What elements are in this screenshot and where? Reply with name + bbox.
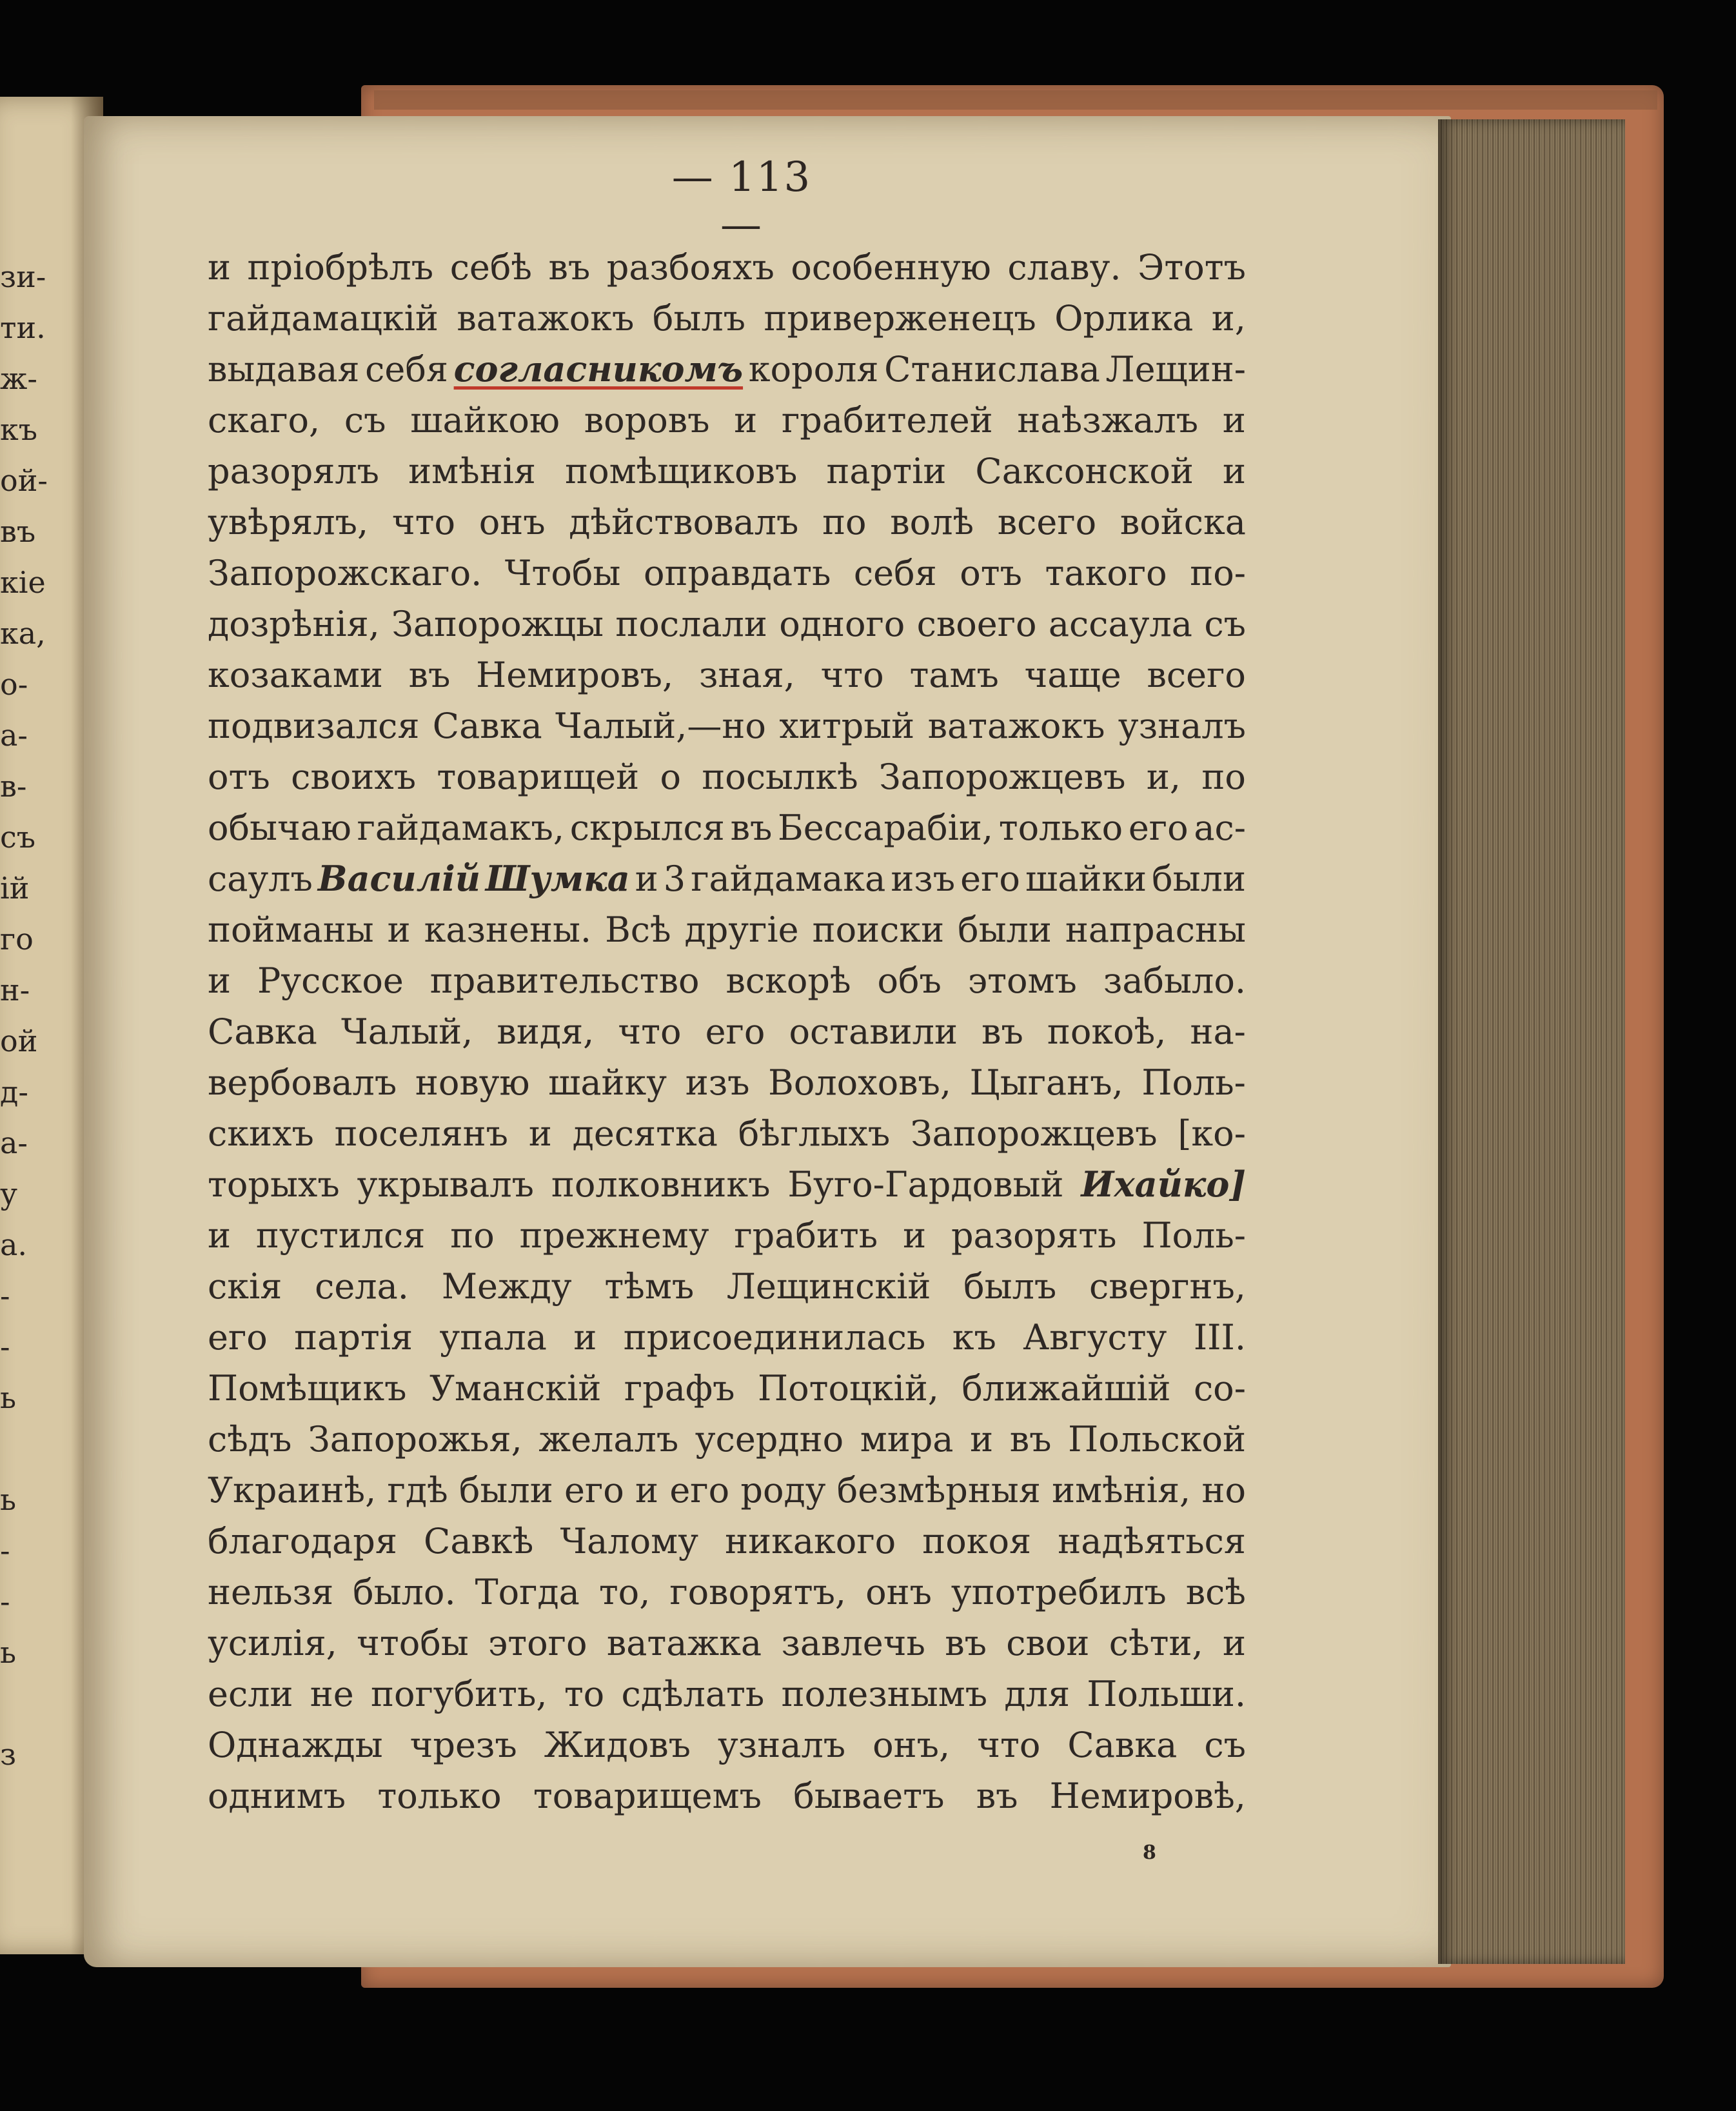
- word: только: [998, 808, 1123, 848]
- word: Запорожскаго.: [208, 553, 482, 593]
- word: Однажды: [208, 1725, 383, 1765]
- word: погубить,: [371, 1674, 547, 1714]
- left-fragment: ти.: [0, 310, 46, 345]
- word: мира: [860, 1419, 954, 1460]
- word: дѣйствовалъ: [569, 502, 799, 542]
- word: и: [970, 1419, 994, 1460]
- word: сѣдъ: [208, 1419, 292, 1460]
- word: дозрѣнія,: [208, 604, 380, 644]
- word: всѣ: [1185, 1572, 1246, 1612]
- word: бѣглыхъ: [738, 1113, 891, 1154]
- word: казнены.: [424, 909, 592, 950]
- word: сѣти,: [1109, 1623, 1203, 1663]
- word: пріобрѣлъ: [247, 247, 434, 288]
- word: Запорожья,: [308, 1419, 522, 1460]
- word: своего: [916, 604, 1037, 644]
- word: что: [618, 1011, 682, 1052]
- word: безмѣрныя: [836, 1470, 1041, 1511]
- text-line: [208, 1108, 1246, 1159]
- left-fragment: а-: [0, 1125, 28, 1160]
- word: себя: [853, 553, 937, 593]
- word: Польской: [1068, 1419, 1246, 1460]
- word: не: [310, 1674, 354, 1714]
- page-number-header: — 113 —: [671, 154, 812, 249]
- word: покоя: [922, 1521, 1032, 1561]
- word: Помѣщикъ: [208, 1368, 407, 1409]
- word: Тогда: [475, 1572, 580, 1612]
- word: Лещинскій: [726, 1266, 931, 1307]
- italic-name: Шумка: [486, 858, 630, 899]
- word: по: [822, 502, 867, 542]
- word: пойманы: [208, 909, 374, 950]
- left-fragment: у: [0, 1176, 18, 1211]
- text-line: [208, 395, 1246, 446]
- page-body-text: [208, 242, 1246, 1821]
- cover-top-strip: [374, 90, 1657, 110]
- word: увѣрялъ,: [208, 502, 369, 542]
- word: помѣщиковъ: [565, 451, 798, 491]
- word: Савкѣ: [424, 1521, 534, 1561]
- word: посылкѣ: [702, 757, 858, 797]
- word: волѣ: [890, 502, 974, 542]
- word: этомъ: [967, 960, 1077, 1001]
- word: узналъ: [718, 1725, 846, 1765]
- word: и: [1222, 1623, 1246, 1663]
- signature-mark: 8: [1143, 1841, 1156, 1864]
- word: короля: [748, 349, 879, 390]
- word: по: [450, 1215, 495, 1256]
- text-line: [208, 802, 1246, 853]
- word: и: [1222, 400, 1246, 441]
- text-line: [208, 1465, 1246, 1516]
- word: другіе: [684, 909, 799, 950]
- underlined-word: соглaсникомъ: [453, 348, 744, 390]
- word: себя: [365, 349, 448, 390]
- word: выдавая: [208, 349, 360, 390]
- word: усилія,: [208, 1623, 337, 1663]
- word: въ: [976, 1776, 1018, 1816]
- left-fragment: ій: [0, 871, 30, 906]
- word: гдѣ: [387, 1470, 448, 1511]
- word: Саксонской: [975, 451, 1194, 491]
- word: Всѣ: [605, 909, 671, 950]
- word: своихъ: [291, 757, 417, 797]
- word: себѣ: [449, 247, 532, 288]
- word: было.: [353, 1572, 456, 1612]
- text-line: [208, 599, 1246, 649]
- word: Между: [441, 1266, 572, 1307]
- left-fragment: [0, 1678, 71, 1729]
- word: поселянъ: [334, 1113, 509, 1154]
- word: и: [635, 1470, 659, 1511]
- text-line: [208, 1363, 1246, 1414]
- left-fragment: съ: [0, 820, 36, 855]
- word: только: [377, 1776, 502, 1816]
- word: зная,: [698, 655, 795, 695]
- word: его: [669, 1470, 730, 1511]
- word: партія: [294, 1317, 413, 1358]
- text-line: [208, 1770, 1246, 1821]
- word: Волоховъ,: [768, 1062, 952, 1103]
- word: желалъ: [538, 1419, 679, 1460]
- word: скихъ: [208, 1113, 314, 1154]
- word: по-: [1190, 553, 1246, 593]
- word: усердно: [695, 1419, 844, 1460]
- word: Савка: [432, 706, 542, 746]
- word: Лещин-: [1105, 349, 1246, 390]
- word: всего: [1147, 655, 1246, 695]
- text-line: [208, 904, 1246, 955]
- word: упала: [439, 1317, 547, 1358]
- word: Буго-Гардовый: [787, 1164, 1064, 1205]
- word: десятка: [572, 1113, 718, 1154]
- word: онъ: [478, 502, 546, 542]
- word: имѣнія,: [1052, 1470, 1191, 1511]
- word: напрасны: [1065, 909, 1246, 950]
- text-line: [208, 751, 1246, 802]
- word: Запорожцы: [391, 604, 604, 644]
- word: обычаю: [208, 808, 351, 848]
- word: Потоцкій,: [758, 1368, 939, 1409]
- word: онъ: [865, 1572, 932, 1612]
- word: поиски: [812, 909, 945, 950]
- word: Станислава: [884, 349, 1100, 390]
- word: были: [958, 909, 1052, 950]
- word: одного: [779, 604, 905, 644]
- page-fore-edge: [1438, 119, 1625, 1964]
- word: къ: [952, 1317, 996, 1358]
- word: нельзя: [208, 1572, 334, 1612]
- word: грабителей: [782, 400, 993, 441]
- word: въ: [730, 808, 773, 848]
- left-fragment: а.: [0, 1227, 28, 1262]
- word: ватажка: [606, 1623, 762, 1663]
- word: и: [1223, 451, 1246, 491]
- word: Чалый,: [340, 1011, 473, 1052]
- word: полезнымъ: [781, 1674, 988, 1714]
- word: Поль-: [1141, 1215, 1246, 1256]
- left-fragment: ка,: [0, 616, 46, 651]
- word: новую: [415, 1062, 530, 1103]
- word: наѣзжалъ: [1017, 400, 1199, 441]
- italic-name: Василій: [317, 858, 480, 899]
- word: и,: [1146, 757, 1181, 797]
- word: имѣнія: [408, 451, 536, 491]
- word: ватажокъ: [457, 298, 635, 339]
- text-line: [208, 446, 1246, 497]
- word: ватажокъ: [927, 706, 1105, 746]
- word: видя,: [497, 1011, 595, 1052]
- word: и: [528, 1113, 552, 1154]
- word: Немировѣ,: [1049, 1776, 1246, 1816]
- word: забыло.: [1103, 960, 1246, 1001]
- word: всего: [997, 502, 1097, 542]
- word: были: [1152, 858, 1246, 899]
- left-fragment: -: [0, 1533, 10, 1568]
- word: Этотъ: [1138, 247, 1246, 288]
- word: хитрый: [779, 706, 915, 746]
- text-line: [208, 649, 1246, 700]
- word: тѣмъ: [604, 1266, 695, 1307]
- left-fragment: въ: [0, 514, 36, 549]
- word: отъ: [960, 553, 1022, 593]
- word: Цыганъ,: [969, 1062, 1123, 1103]
- word: роду: [740, 1470, 826, 1511]
- word: Савка: [208, 1011, 317, 1052]
- word: по: [1201, 757, 1246, 797]
- italic-name: Ихайко]: [1081, 1164, 1246, 1205]
- word: пустился: [255, 1215, 426, 1256]
- word: скаго,: [208, 400, 321, 441]
- word: сдѣлать: [621, 1674, 765, 1714]
- text-line: [208, 1414, 1246, 1465]
- word: оправдать: [643, 553, 831, 593]
- word: завлечь: [781, 1623, 925, 1663]
- word: Русское: [257, 960, 404, 1001]
- word: отъ: [208, 757, 270, 797]
- word: Запорожцевъ: [879, 757, 1126, 797]
- word: Чалому: [560, 1521, 698, 1561]
- word: и: [208, 960, 231, 1001]
- word: вербовалъ: [208, 1062, 397, 1103]
- text-line: [208, 344, 1246, 395]
- word: ас-: [1194, 808, 1246, 848]
- word: чрезъ: [409, 1725, 517, 1765]
- word: благодаря: [208, 1521, 397, 1561]
- left-fragment: ой-: [0, 463, 48, 498]
- text-line: [208, 1057, 1246, 1108]
- word: [ко-: [1178, 1113, 1246, 1154]
- text-line: [208, 242, 1246, 293]
- word: и: [635, 858, 658, 899]
- left-fragment: ь: [0, 1482, 17, 1517]
- text-line: [208, 1516, 1246, 1567]
- word: что: [977, 1725, 1041, 1765]
- left-fragment: ой: [0, 1024, 38, 1058]
- word: ближайшій: [962, 1368, 1171, 1409]
- word: и: [734, 400, 758, 441]
- word: полковникъ: [551, 1164, 771, 1205]
- left-fragment: го: [0, 922, 34, 956]
- word: разорять: [951, 1215, 1117, 1256]
- word: то: [564, 1674, 605, 1714]
- word: Чалый,—но: [555, 706, 766, 746]
- text-line: [208, 548, 1246, 599]
- text-line: [208, 1618, 1246, 1669]
- word: и: [208, 247, 231, 288]
- word: и: [387, 909, 411, 950]
- word: но: [1201, 1470, 1246, 1511]
- word: Савка: [1067, 1725, 1178, 1765]
- word: покоѣ,: [1047, 1011, 1167, 1052]
- text-line: [208, 1006, 1246, 1057]
- word: приверженецъ: [764, 298, 1036, 339]
- left-fragment: ь: [0, 1635, 17, 1670]
- text-line: [208, 955, 1246, 1006]
- word: славу.: [1007, 247, 1121, 288]
- word: чаще: [1024, 655, 1121, 695]
- word: что: [820, 655, 884, 695]
- word: въ: [548, 247, 591, 288]
- word: тамъ: [909, 655, 999, 695]
- left-fragment: а-: [0, 718, 28, 753]
- word: съ: [1204, 604, 1246, 644]
- word: партіи: [826, 451, 947, 491]
- left-fragment: о-: [0, 667, 28, 702]
- word: говорятъ,: [669, 1572, 847, 1612]
- word: были: [459, 1470, 553, 1511]
- word: и: [573, 1317, 597, 1358]
- word: и: [208, 1215, 231, 1256]
- word: III.: [1193, 1317, 1246, 1358]
- word: скія: [208, 1266, 282, 1307]
- word: его: [564, 1470, 624, 1511]
- word: гайдамака: [691, 858, 886, 899]
- word: чтобы: [357, 1623, 469, 1663]
- text-line: [208, 293, 1246, 344]
- word: узналъ: [1118, 706, 1246, 746]
- word: объ: [877, 960, 942, 1001]
- word: гайдамакъ,: [357, 808, 565, 848]
- word: въ: [1009, 1419, 1052, 1460]
- text-line: [208, 700, 1246, 751]
- word: саулъ: [208, 858, 313, 899]
- word: оставили: [789, 1011, 958, 1052]
- text-line: [208, 1159, 1246, 1210]
- word: шайкою: [410, 400, 560, 441]
- text-line: [208, 853, 1246, 904]
- word: изъ: [891, 858, 956, 899]
- word: въ: [945, 1623, 987, 1663]
- word: торыхъ: [208, 1164, 340, 1205]
- word: присоединилась: [623, 1317, 926, 1358]
- left-fragment: -: [0, 1584, 10, 1619]
- left-fragment: в-: [0, 769, 27, 804]
- word: ассаула: [1048, 604, 1192, 644]
- word: Орлика: [1054, 298, 1194, 339]
- word: шайку: [548, 1062, 667, 1103]
- left-fragment: кіе: [0, 565, 46, 600]
- word: его: [705, 1011, 765, 1052]
- left-fragment: -: [0, 1278, 10, 1313]
- word: подвизался: [208, 706, 420, 746]
- left-fragment: зи-: [0, 259, 46, 294]
- word: такого: [1045, 553, 1167, 593]
- left-fragment: къ: [0, 412, 38, 447]
- word: Уманскій: [429, 1368, 602, 1409]
- word: и: [903, 1215, 927, 1256]
- word: его: [1128, 808, 1189, 848]
- word: свергнъ,: [1089, 1266, 1246, 1307]
- text-line: [208, 1567, 1246, 1618]
- word: войска: [1120, 502, 1246, 542]
- word: никакого: [725, 1521, 896, 1561]
- word: что: [391, 502, 455, 542]
- word: въ: [981, 1011, 1023, 1052]
- word: былъ: [963, 1266, 1057, 1307]
- word: однимъ: [208, 1776, 346, 1816]
- word: этого: [488, 1623, 587, 1663]
- word: товарищемъ: [533, 1776, 762, 1816]
- text-line: [208, 1312, 1246, 1363]
- word: о: [660, 757, 681, 797]
- word: Чтобы: [504, 553, 621, 593]
- word: вскорѣ: [725, 960, 851, 1001]
- word: гайдамацкій: [208, 298, 439, 339]
- word: села.: [315, 1266, 409, 1307]
- word: грабить: [734, 1215, 878, 1256]
- word: Поль-: [1141, 1062, 1246, 1103]
- word: шайки: [1025, 858, 1147, 899]
- word: надѣяться: [1058, 1521, 1246, 1561]
- word: въ: [408, 655, 451, 695]
- word: скрылся: [569, 808, 725, 848]
- text-line: [208, 497, 1246, 548]
- word: козаками: [208, 655, 383, 695]
- left-fragment: ь: [0, 1380, 17, 1415]
- word: Августу: [1023, 1317, 1167, 1358]
- left-fragment: ж-: [0, 361, 37, 396]
- word: его: [960, 858, 1020, 899]
- word: Украинѣ,: [208, 1470, 377, 1511]
- word: если: [208, 1674, 293, 1714]
- left-fragment: н-: [0, 973, 30, 1007]
- word: особенную: [791, 247, 991, 288]
- word: воровъ: [584, 400, 710, 441]
- word: изъ: [685, 1062, 750, 1103]
- word: то,: [598, 1572, 651, 1612]
- word: Бессарабіи,: [778, 808, 994, 848]
- word: товарищей: [437, 757, 640, 797]
- word: съ: [1204, 1725, 1246, 1765]
- word: Запорожцевъ: [911, 1113, 1158, 1154]
- word: его: [208, 1317, 268, 1358]
- word: употребилъ: [951, 1572, 1167, 1612]
- word: Жидовъ: [544, 1725, 691, 1765]
- word: былъ: [652, 298, 746, 339]
- left-fragment: з: [0, 1737, 17, 1772]
- word: графъ: [624, 1368, 735, 1409]
- word: 3: [663, 858, 686, 899]
- word: со-: [1193, 1368, 1246, 1409]
- left-fragment: [0, 1423, 71, 1474]
- word: разорялъ: [208, 451, 380, 491]
- left-fragment: д-: [0, 1075, 28, 1109]
- word: онъ,: [873, 1725, 951, 1765]
- word: съ: [344, 400, 386, 441]
- word: Польши.: [1087, 1674, 1246, 1714]
- word: послали: [615, 604, 767, 644]
- word: прежнему: [519, 1215, 709, 1256]
- text-line: [208, 1720, 1246, 1770]
- word: правительство: [429, 960, 700, 1001]
- left-page-text-fragments: [0, 252, 71, 1780]
- word: и,: [1211, 298, 1246, 339]
- left-fragment: -: [0, 1329, 10, 1364]
- word: бываетъ: [793, 1776, 945, 1816]
- text-line: [208, 1261, 1246, 1312]
- word: на-: [1190, 1011, 1246, 1052]
- word: Немировъ,: [476, 655, 674, 695]
- word: разбояхъ: [606, 247, 774, 288]
- word: свои: [1006, 1623, 1090, 1663]
- text-line: [208, 1210, 1246, 1261]
- word: укрывалъ: [357, 1164, 534, 1205]
- text-line: [208, 1669, 1246, 1720]
- word: для: [1004, 1674, 1070, 1714]
